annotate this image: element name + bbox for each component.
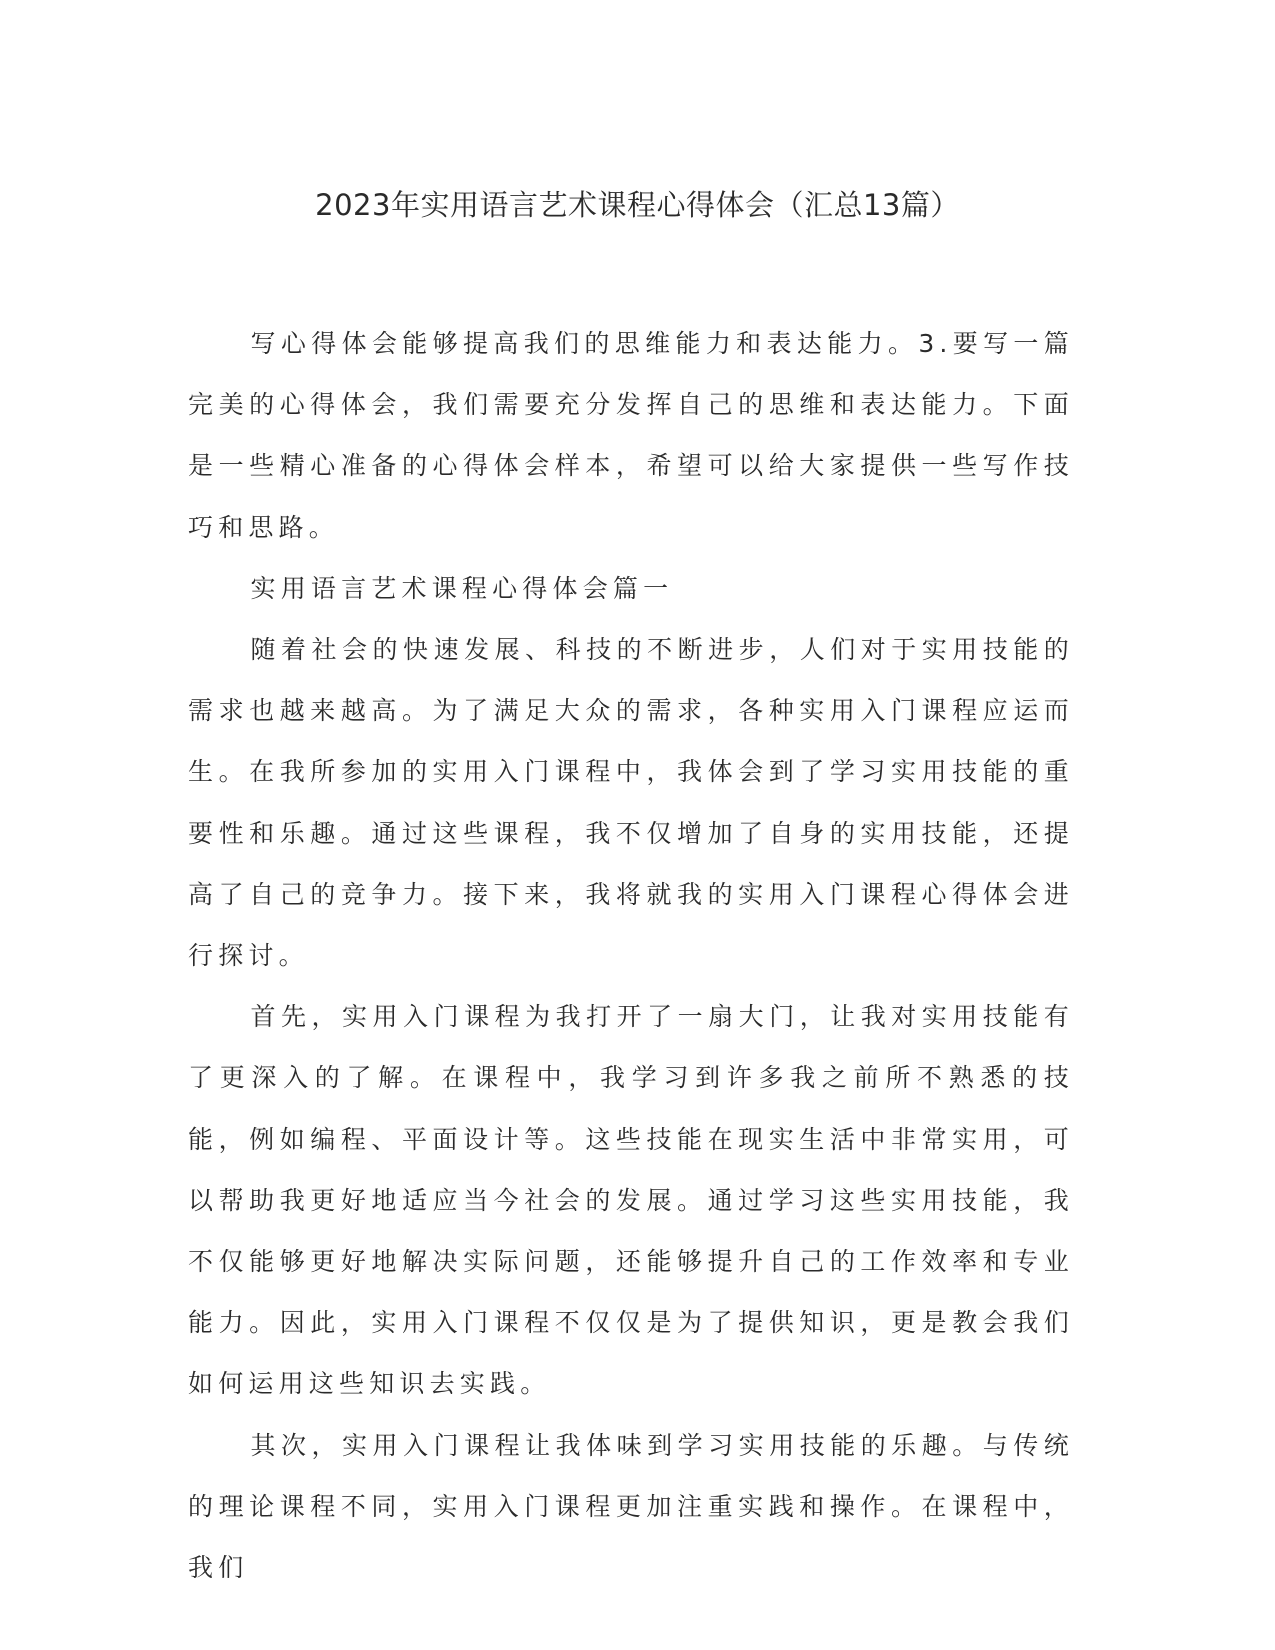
body-paragraph: 其次，实用入门课程让我体味到学习实用技能的乐趣。与传统的理论课程不同，实用入门课程更加注重实践和操作。在课程中，我们 [188, 1430, 1074, 1583]
section-heading: 实用语言艺术课程心得体会篇一 [250, 573, 674, 603]
body-paragraph: 首先，实用入门课程为我打开了一扇大门，让我对实用技能有了更深入的了解。在课程中，我学习到许多我之前所不熟悉的技能，例如编程、平面设计等。这些技能在现实生活中非常实用，可以帮助我更好地适应当今社会的发展。通过学习这些实用技能，我不仅能够更好地解决实际问题，还能够提升自己的工作效率和专业能力。因此，实用入门课程不仅仅是为了提供知识，更是教会我们如何运用这些知识去实践。 [188, 1002, 1074, 1399]
document-title: 2023年实用语言艺术课程心得体会（汇总13篇） [315, 188, 960, 222]
body-paragraph: 随着社会的快速发展、科技的不断进步，人们对于实用技能的需求也越来越高。为了满足大众的需求，各种实用入门课程应运而生。在我所参加的实用入门课程中，我体会到了学习实用技能的重要性和乐趣。通过这些课程，我不仅增加了自身的实用技能，还提高了自己的竞争力。接下来，我将就我的实用入门课程心得体会进行探讨。 [188, 635, 1074, 971]
intro-paragraph: 写心得体会能够提高我们的思维能力和表达能力。3.要写一篇完美的心得体会，我们需要充分发挥自己的思维和表达能力。下面是一些精心准备的心得体会样本，希望可以给大家提供一些写作技巧和思路。 [188, 329, 1074, 542]
document-body [188, 313, 1074, 1598]
